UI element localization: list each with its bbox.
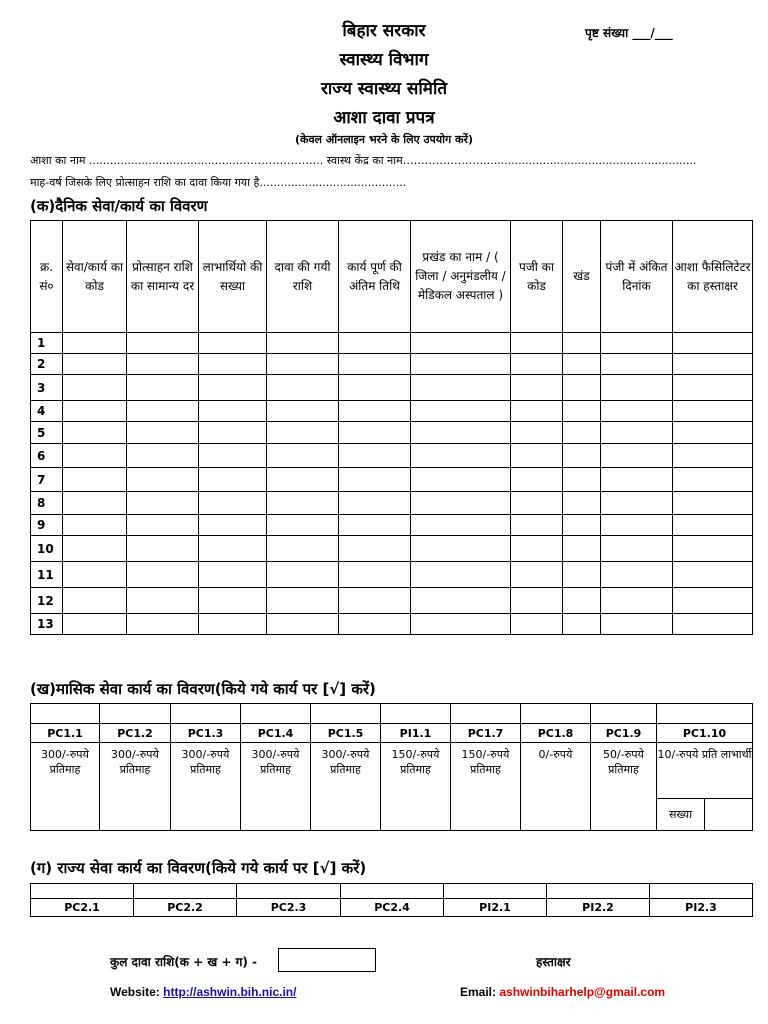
form-title: आशा दावा प्रपत्र	[333, 108, 435, 128]
table-cell[interactable]	[267, 375, 339, 401]
table-cell[interactable]	[673, 468, 753, 492]
table-cell[interactable]	[411, 492, 511, 515]
table-cell[interactable]	[339, 468, 411, 492]
table-cell[interactable]	[411, 515, 511, 536]
daily-service-table	[30, 220, 753, 635]
rate-cell: 50/-रुपये प्रतिमाह	[591, 743, 657, 831]
table-cell[interactable]	[511, 588, 563, 614]
table-cell[interactable]	[199, 333, 267, 354]
table-cell[interactable]	[601, 354, 673, 375]
total-claim-label: कुल दावा राशि(क + ख + ग) -	[110, 955, 257, 969]
table-row	[31, 614, 753, 635]
table-cell[interactable]	[199, 375, 267, 401]
table-cell[interactable]	[127, 354, 199, 375]
table-cell[interactable]	[673, 614, 753, 635]
table-cell[interactable]	[511, 515, 563, 536]
row-number: 13	[31, 614, 63, 635]
table-cell[interactable]	[63, 515, 127, 536]
col-rate: प्रोत्साहन राशि का सामान्य दर	[127, 221, 199, 333]
table-cell[interactable]	[601, 401, 673, 422]
online-note: (केवल ऑनलाइन भरने के लिए उपयोग करें)	[294, 133, 474, 146]
rate-cell: 300/-रुपये प्रतिमाह	[241, 743, 311, 831]
table-cell[interactable]	[563, 422, 601, 444]
col-serial: क्र. सं०	[31, 221, 63, 333]
table-cell[interactable]	[127, 422, 199, 444]
table-cell[interactable]	[63, 588, 127, 614]
table-cell[interactable]	[127, 536, 199, 562]
table-cell[interactable]	[673, 422, 753, 444]
check-cell[interactable]	[521, 704, 591, 724]
table-row	[31, 492, 753, 515]
table-cell[interactable]	[199, 444, 267, 468]
table-cell[interactable]	[63, 562, 127, 588]
table-row	[31, 401, 753, 422]
table-cell[interactable]	[63, 536, 127, 562]
header-line-3: राज्य स्वास्थ्य समिति	[320, 79, 448, 99]
table-cell[interactable]	[63, 333, 127, 354]
table-row	[31, 354, 753, 375]
code-pc1-7: PC1.7	[451, 724, 521, 743]
table-cell[interactable]	[673, 562, 753, 588]
table-cell[interactable]	[339, 562, 411, 588]
code-pi2-2: PI2.2	[547, 899, 650, 917]
row-number: 3	[31, 375, 63, 401]
code-pc1-5: PC1.5	[311, 724, 381, 743]
table-cell[interactable]	[601, 536, 673, 562]
table-cell[interactable]	[199, 614, 267, 635]
check-cell[interactable]	[31, 884, 134, 899]
col-block-name: प्रखंड का नाम / ( जिला / अनुमंडलीय / मेडिकल अस्पताल )	[411, 221, 511, 333]
row-number: 7	[31, 468, 63, 492]
table-cell[interactable]	[411, 401, 511, 422]
col-volume: खंड	[563, 221, 601, 333]
table-cell[interactable]	[563, 401, 601, 422]
table-cell[interactable]	[511, 375, 563, 401]
table-cell[interactable]	[127, 468, 199, 492]
section-c-title: (ग) राज्य सेवा कार्य का विवरण(किये गये कार्य पर [√] करें)	[30, 859, 367, 877]
table-cell[interactable]	[601, 422, 673, 444]
table-cell[interactable]	[127, 492, 199, 515]
rate-cell: 300/-रुपये प्रतिमाह	[100, 743, 171, 831]
code-pc1-4: PC1.4	[241, 724, 311, 743]
table-row	[31, 562, 753, 588]
table-cell[interactable]	[601, 492, 673, 515]
monthly-service-table	[30, 703, 753, 831]
table-cell[interactable]	[267, 333, 339, 354]
table-row	[31, 468, 753, 492]
table-row	[31, 515, 753, 536]
table-cell[interactable]	[199, 422, 267, 444]
table-cell[interactable]	[411, 444, 511, 468]
table-row	[31, 444, 753, 468]
table-cell[interactable]	[63, 375, 127, 401]
table-cell[interactable]	[563, 354, 601, 375]
table-cell[interactable]	[339, 422, 411, 444]
table-cell[interactable]	[563, 562, 601, 588]
table-cell[interactable]	[673, 375, 753, 401]
table-cell[interactable]	[199, 492, 267, 515]
table-cell[interactable]	[199, 536, 267, 562]
table-cell[interactable]	[673, 444, 753, 468]
table-cell[interactable]	[563, 333, 601, 354]
table-cell[interactable]	[339, 515, 411, 536]
table-cell[interactable]	[267, 588, 339, 614]
rate-cell: 0/-रुपये	[521, 743, 591, 831]
rate-cell: 300/-रुपये प्रतिमाह	[31, 743, 100, 831]
table-cell[interactable]	[127, 401, 199, 422]
row-number: 5	[31, 422, 63, 444]
month-year-field[interactable]: माह-वर्ष जिसके लिए प्रोत्साहन राशि का दावा किया गया है..........................................	[30, 176, 407, 189]
check-cell[interactable]	[451, 704, 521, 724]
table-cell[interactable]	[673, 588, 753, 614]
col-beneficiaries: लाभार्थियो की सख्या	[199, 221, 267, 333]
check-cell[interactable]	[31, 704, 100, 724]
table-cell[interactable]	[673, 333, 753, 354]
table-cell[interactable]	[63, 468, 127, 492]
table-cell[interactable]	[267, 492, 339, 515]
table-cell[interactable]	[511, 492, 563, 515]
table-cell[interactable]	[673, 354, 753, 375]
check-cell[interactable]	[547, 884, 650, 899]
check-cell[interactable]	[444, 884, 547, 899]
check-cell[interactable]	[381, 704, 451, 724]
table-row	[31, 422, 753, 444]
table-cell[interactable]	[563, 515, 601, 536]
col-facilitator-signature: आशा फैसिलिटेटर का हस्ताक्षर	[673, 221, 753, 333]
table-cell[interactable]	[411, 562, 511, 588]
row-number: 11	[31, 562, 63, 588]
code-pc1-8: PC1.8	[521, 724, 591, 743]
table-cell[interactable]	[63, 444, 127, 468]
table-cell[interactable]	[127, 515, 199, 536]
code-pc1-10: PC1.10	[657, 724, 753, 743]
table-cell[interactable]	[563, 468, 601, 492]
table-cell[interactable]	[563, 375, 601, 401]
table-cell[interactable]	[127, 562, 199, 588]
code-pc2-1: PC2.1	[31, 899, 134, 917]
table-cell[interactable]	[339, 614, 411, 635]
daily-table-header	[31, 221, 753, 333]
website-link[interactable]: http://ashwin.bih.nic.in/	[163, 985, 297, 999]
table-cell[interactable]	[199, 468, 267, 492]
table-cell[interactable]	[63, 422, 127, 444]
table-cell[interactable]	[411, 536, 511, 562]
table-cell[interactable]	[601, 515, 673, 536]
table-cell[interactable]	[411, 468, 511, 492]
email-label: Email:	[460, 985, 497, 999]
table-cell[interactable]	[411, 588, 511, 614]
section-b-title: (ख)मासिक सेवा कार्य का विवरण(किये गये कार्य पर [√] करें)	[30, 680, 376, 698]
check-cell[interactable]	[591, 704, 657, 724]
table-cell[interactable]	[339, 492, 411, 515]
table-cell[interactable]	[199, 354, 267, 375]
page-number: पृष्ट संख्या ___/___	[585, 26, 673, 40]
code-pi1-1: PI1.1	[381, 724, 451, 743]
table-cell[interactable]	[511, 354, 563, 375]
table-row	[31, 536, 753, 562]
table-cell[interactable]	[601, 562, 673, 588]
check-cell[interactable]	[171, 704, 241, 724]
table-cell[interactable]	[511, 468, 563, 492]
col-register-code: पजी का कोड	[511, 221, 563, 333]
col-completion-date: कार्य पूर्ण की अंतिम तिथि	[339, 221, 411, 333]
code-pc2-3: PC2.3	[237, 899, 341, 917]
email-line	[460, 985, 665, 999]
rate-cell: 300/-रुपये प्रतिमाह	[171, 743, 241, 831]
col-claimed-amount: दावा की गयी राशि	[267, 221, 339, 333]
table-cell[interactable]	[411, 333, 511, 354]
website-line	[110, 985, 296, 999]
table-cell[interactable]	[339, 333, 411, 354]
code-pc1-3: PC1.3	[171, 724, 241, 743]
table-cell[interactable]	[411, 614, 511, 635]
code-pc1-2: PC1.2	[100, 724, 171, 743]
check-cell[interactable]	[341, 884, 444, 899]
rate-cell: 150/-रुपये प्रतिमाह	[381, 743, 451, 831]
table-cell[interactable]	[339, 588, 411, 614]
website-label: Website:	[110, 985, 160, 999]
table-cell[interactable]	[199, 562, 267, 588]
table-cell[interactable]	[339, 536, 411, 562]
table-cell[interactable]	[127, 444, 199, 468]
header-line-1: बिहार सरकार	[342, 21, 426, 41]
code-pc2-4: PC2.4	[341, 899, 444, 917]
table-cell[interactable]	[511, 444, 563, 468]
table-cell[interactable]	[267, 444, 339, 468]
table-cell[interactable]	[267, 468, 339, 492]
table-cell[interactable]	[63, 401, 127, 422]
table-cell[interactable]	[267, 515, 339, 536]
table-cell[interactable]	[63, 614, 127, 635]
table-cell[interactable]	[563, 492, 601, 515]
table-cell[interactable]	[339, 401, 411, 422]
table-cell[interactable]	[673, 536, 753, 562]
rate-cell: 300/-रुपये प्रतिमाह	[311, 743, 381, 831]
table-cell[interactable]	[127, 588, 199, 614]
table-cell[interactable]	[339, 375, 411, 401]
table-cell[interactable]	[267, 614, 339, 635]
table-cell[interactable]	[601, 468, 673, 492]
row-number: 4	[31, 401, 63, 422]
col-service-code: सेवा/कार्य का कोड	[63, 221, 127, 333]
table-cell[interactable]	[563, 588, 601, 614]
row-number: 6	[31, 444, 63, 468]
total-claim-input[interactable]	[278, 948, 376, 972]
col-register-date: पंजी में अंकित दिनांक	[601, 221, 673, 333]
table-cell[interactable]	[673, 515, 753, 536]
section-a-title: (क)दैनिक सेवा/कार्य का विवरण	[30, 197, 208, 215]
table-row	[31, 375, 753, 401]
check-cell[interactable]	[657, 704, 753, 724]
table-cell[interactable]	[127, 375, 199, 401]
table-cell[interactable]	[267, 562, 339, 588]
row-number: 12	[31, 588, 63, 614]
table-cell[interactable]	[601, 588, 673, 614]
table-cell[interactable]	[199, 401, 267, 422]
check-cell[interactable]	[237, 884, 341, 899]
row-number: 1	[31, 333, 63, 354]
table-cell[interactable]	[267, 354, 339, 375]
table-cell[interactable]	[127, 614, 199, 635]
table-cell[interactable]	[199, 588, 267, 614]
table-cell[interactable]	[267, 401, 339, 422]
table-cell[interactable]	[601, 333, 673, 354]
header-line-2: स्वास्थ्य विभाग	[339, 50, 429, 70]
signature-label: हस्ताक्षर	[536, 955, 571, 969]
table-cell[interactable]	[339, 444, 411, 468]
check-cell[interactable]	[134, 884, 237, 899]
table-cell[interactable]	[563, 614, 601, 635]
code-pc1-9: PC1.9	[591, 724, 657, 743]
table-cell[interactable]	[63, 354, 127, 375]
table-cell[interactable]	[199, 515, 267, 536]
check-cell[interactable]	[100, 704, 171, 724]
count-input[interactable]	[705, 799, 753, 831]
asha-name-field[interactable]: आशा का नाम ...........................................………………….. स्वास्थ केंद्र का नाम…………………..............................................................	[30, 154, 697, 167]
table-cell[interactable]	[267, 422, 339, 444]
row-number: 9	[31, 515, 63, 536]
table-cell[interactable]	[411, 375, 511, 401]
table-cell[interactable]	[673, 401, 753, 422]
table-cell[interactable]	[63, 492, 127, 515]
rate-cell: 10/-रुपये प्रति लाभार्थी	[657, 743, 753, 799]
email-address[interactable]: ashwinbiharhelp@gmail.com	[499, 985, 666, 999]
check-cell[interactable]	[311, 704, 381, 724]
code-pc2-2: PC2.2	[134, 899, 237, 917]
table-cell[interactable]	[601, 614, 673, 635]
table-cell[interactable]	[511, 562, 563, 588]
table-cell[interactable]	[601, 444, 673, 468]
table-cell[interactable]	[511, 536, 563, 562]
row-number: 8	[31, 492, 63, 515]
table-cell[interactable]	[673, 492, 753, 515]
row-number: 10	[31, 536, 63, 562]
table-cell[interactable]	[601, 375, 673, 401]
code-pi2-3: PI2.3	[650, 899, 753, 917]
rate-cell: 150/-रुपये प्रतिमाह	[451, 743, 521, 831]
table-row	[31, 333, 753, 354]
table-cell[interactable]	[411, 422, 511, 444]
table-cell[interactable]	[511, 422, 563, 444]
table-row	[31, 588, 753, 614]
table-cell[interactable]	[267, 536, 339, 562]
table-cell[interactable]	[511, 401, 563, 422]
row-number: 2	[31, 354, 63, 375]
count-label: सख्या	[657, 799, 705, 831]
check-cell[interactable]	[650, 884, 753, 899]
check-cell[interactable]	[241, 704, 311, 724]
state-service-table	[30, 883, 753, 917]
table-cell[interactable]	[339, 354, 411, 375]
table-cell[interactable]	[563, 444, 601, 468]
table-cell[interactable]	[127, 333, 199, 354]
code-pc1-1: PC1.1	[31, 724, 100, 743]
code-pi2-1: PI2.1	[444, 899, 547, 917]
table-cell[interactable]	[411, 354, 511, 375]
table-cell[interactable]	[563, 536, 601, 562]
table-cell[interactable]	[511, 333, 563, 354]
table-cell[interactable]	[511, 614, 563, 635]
